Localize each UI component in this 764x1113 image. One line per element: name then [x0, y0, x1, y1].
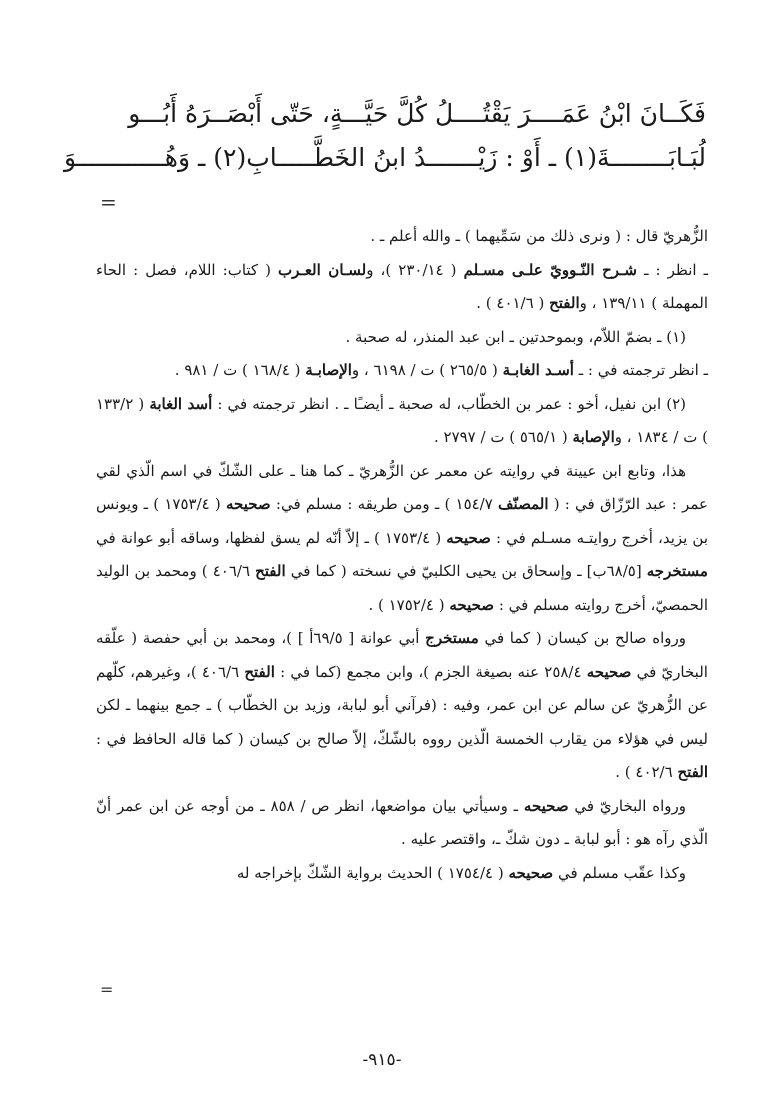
zuhri-note: الزُّهريّ قال : ( ونرى ذلك من سَمِّيهما ) ـ والله أعلم ـ .: [370, 227, 708, 245]
ref-usd-ghaba: أسـد الغابـة: [502, 361, 574, 379]
hadith-line-2: لُبَـابَــــــــةَ(١) ـ أَوْ : زَيْـــــــدُ ابنُ الخَطَّـــــابِ(٢) ـ وَهُــــــــــــوَ: [63, 143, 706, 172]
discussion-paragraph-1: هذا، وتابع ابن عيينة في روايته عن معمر عن الزُّهريّ ـ كما هنا ـ على الشّكّ في اسم الّذي لقي عمر : عبد الرّزّاق في : ( المصنّف ١٥٤/٧ ) ـ ومن طريقه : مسلم في: صحيحه ( ١٧٥٣/٤ ) ـ ويونس بن يزيد، أخرج روايتـه مسـلم في : صحيحه ( ١٧٥٣/٤ ) ـ إلاّ أنّه لم يسق لفظها، وساقه أبو عوانة في مستخرجه [٦٨/٥ب] ـ وإسحاق بن يحيى الكلبيّ في نسخته ( كما في الفتح ٤٠٦/٦ ) ومحمد بن الوليد الحمصيّ، أخرج روايته مسلم في : صحيحه ( ١٧٥٢/٤ ) .: [96, 461, 708, 614]
ref-fath: الفتح: [549, 294, 580, 312]
see-also-1: ـ انظر : ـ شـرح النّـوويّ علـى مسـلم ( ٢٣٠/١٤ )، ولسـان العـرب ( كتاب: اللام، فصل : الحاء المهملة ) ١٣٩/١١ ، والفتح ( ٤٠١/٦ ) .: [96, 260, 708, 312]
hadith-text: [63, 92, 706, 180]
continuation-mark-top: =: [100, 190, 117, 214]
page-number: -٩١٥-: [362, 1050, 402, 1070]
discussion-paragraph-4: وكذا عقّب مسلم في صحيحه ( ١٧٥٤/٤ ) الحديث برواية الشّكّ بإخراجه له: [236, 863, 686, 882]
discussion-paragraph-3: ورواه البخاريّ في صحيحه ـ وسيأتي بيان مواضعها، انظر ص / ٨٥٨ ـ من أوجه عن ابن عمر أنّ الّذي رآه هو : أبو لبابة ـ دون شكّ ـ، واقتصر عليه .: [96, 796, 708, 848]
see-also-2: ـ انظر ترجمته في : ـ أسـد الغابـة ( ٢٦٥/٥ ) ت / ٦١٩٨ ، والإصابـة ( ١٦٨/٤ ) ت / ٩٨١ .: [174, 361, 708, 379]
ref-sharh-nawawi: شـرح النّـوويّ علـى مسـلم: [463, 260, 637, 279]
commentary: [96, 220, 708, 890]
ref-lisan-arab: لسـان العـرب: [278, 260, 367, 279]
ref-isaba-2: الإصابة: [572, 428, 615, 446]
hadith-line-1: فَكَــانَ ابْنُ عَمَــــرَ يَقْتُــــلُ كُلَّ حَيَّـــةٍ، حَتّى أَبْصَــرَهُ أَبُـــو: [128, 99, 706, 128]
ref-isaba: الإصابـة: [305, 361, 352, 379]
discussion-paragraph-2: ورواه صالح بن كيسان ( كما في مستخرج أبي عوانة [ ٦٩/٥أ ] )، ومحمد بن أبي حفصة ( علّقه البخاريّ في صحيحه ٢٥٨/٤ عنه بصيغة الجزم )، وابن مجمع (كما في : الفتح ٤٠٦/٦ )، وغيرهم، كلّهم عن الزُّهريّ عن سالم عن ابن عمر، وفيه : (فرآني أبو لبابة، وزيد بن الخطّاب ) ـ جمع بينهما ـ لكن ليس في هؤلاء من يقارب الخمسة الّذين رووه بالشّكّ، إلاّ صالح بن كيسان ( كما قاله الحافظ في : الفتح ٤٠٢/٦ ) .: [96, 629, 708, 781]
footnote-1: (١) ـ بضمّ اللاّم، وبموحدتين ـ ابن عبد المنذر، له صحبة .: [345, 327, 686, 346]
footnote-2: (٢) ابن نفيل، أخو : عمر بن الخطّاب، له صحبة ـ أيضـًا ـ . انظر ترجمته في : أسد الغابة ( ١٣٣/٢ ) ت / ١٨٣٤ ، والإصابة ( ٥٦٥/١ ) ت / ٢٧٩٧ .: [96, 394, 708, 446]
continuation-mark-bottom: =: [100, 980, 114, 999]
ref-usd-ghaba-2: أسد الغابة: [149, 394, 213, 413]
